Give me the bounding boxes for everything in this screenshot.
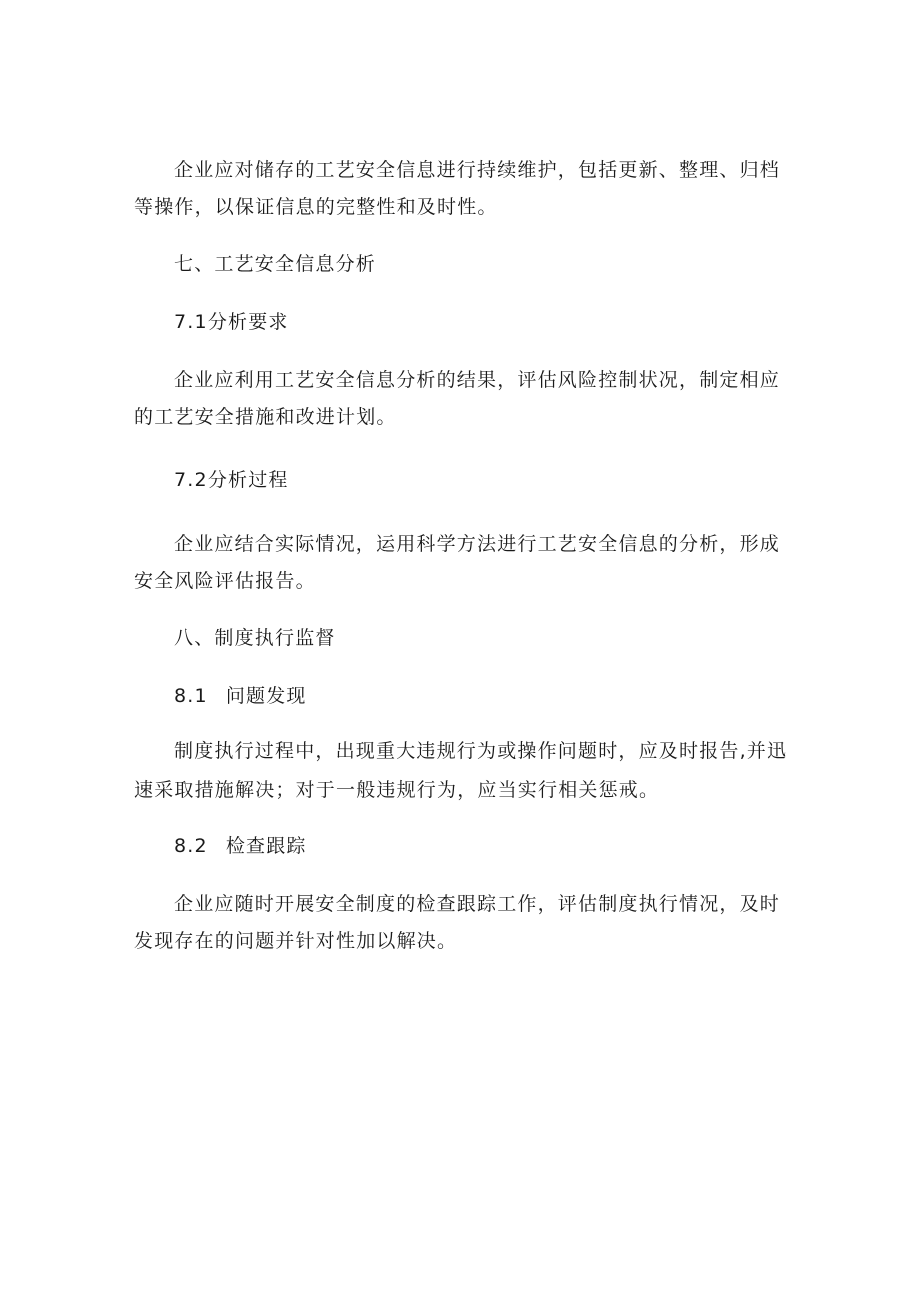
paragraph-issue-discovery-line-2: 速采取措施解决；对于一般违规行为，应当实行相关惩戒。 [134,779,660,801]
subsection-title-8-2: 检查跟踪 [225,835,307,857]
paragraph-analysis-requirements-line-2: 的工艺安全措施和改进计划。 [134,406,397,428]
paragraph-issue-discovery-line-1: 制度执行过程中，出现重大违规行为或操作问题时，应及时报告,并迅 [174,740,788,762]
paragraph-maintenance-line-2: 等操作，以保证信息的完整性和及时性。 [134,196,498,218]
paragraph-inspection-tracking-line-2: 发现存在的问题并针对性加以解决。 [134,930,458,952]
paragraph-analysis-process-line-2: 安全风险评估报告。 [134,570,316,592]
subsection-heading-8-1 [174,682,307,710]
subsection-heading-7-2: 7.2分析过程 [174,469,289,491]
subsection-number-8-1: 8.1 [174,685,208,707]
subsection-title-8-1: 问题发现 [225,685,307,707]
paragraph-analysis-requirements-line-1: 企业应利用工艺安全信息分析的结果，评估风险控制状况，制定相应 [174,369,781,391]
section-heading-7: 七、工艺安全信息分析 [174,253,377,275]
paragraph-analysis-process-line-1: 企业应结合实际情况，运用科学方法进行工艺安全信息的分析，形成 [174,533,781,555]
paragraph-inspection-tracking-line-1: 企业应随时开展安全制度的检查跟踪工作，评估制度执行情况，及时 [174,893,781,915]
subsection-heading-8-2 [174,832,307,860]
section-heading-8: 八、制度执行监督 [174,627,336,649]
subsection-number-8-2: 8.2 [174,835,208,857]
subsection-heading-7-1: 7.1分析要求 [174,311,289,333]
paragraph-maintenance-line-1: 企业应对储存的工艺安全信息进行持续维护，包括更新、整理、归档 [174,159,781,181]
